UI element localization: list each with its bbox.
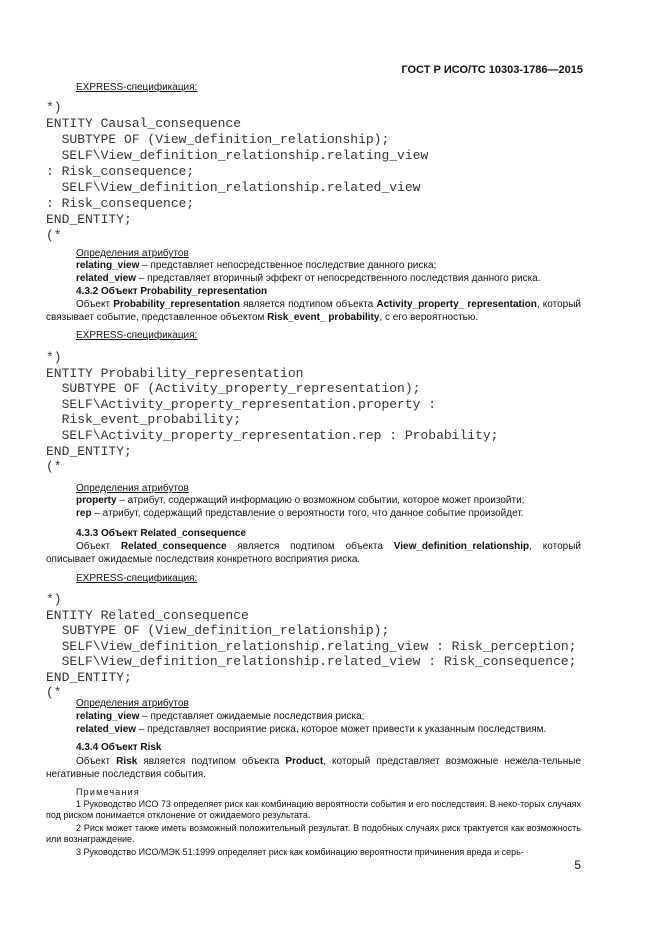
code-line: ENTITY Causal_consequence	[46, 116, 242, 131]
code-line: (*	[46, 685, 62, 700]
para-run: является подтипом объекта	[226, 541, 394, 552]
code-line: *)	[46, 592, 62, 607]
attr-text: – атрибут, содержащий представление о вероятности того, что данное событие произойдет.	[91, 508, 524, 519]
code-line: *)	[46, 350, 62, 365]
code-block-probability-representation	[46, 350, 498, 475]
para-run: Объект	[76, 756, 117, 767]
section-paragraph	[46, 540, 581, 566]
attr-def	[76, 260, 436, 271]
para-run: является подтипом объекта	[239, 299, 377, 310]
section-paragraph	[46, 755, 581, 781]
code-line: SUBTYPE OF (Activity_property_representation);	[46, 381, 421, 397]
code-line: SUBTYPE OF (View_definition_relationship);	[46, 623, 390, 638]
para-run-bold: Related_consequence	[120, 541, 227, 552]
attr-def	[76, 495, 524, 506]
attr-defs-heading: Определения атрибутов	[76, 698, 189, 709]
code-line: (*	[46, 459, 62, 475]
code-line: SELF\Activity_property_representation.property :	[46, 396, 437, 412]
section-paragraph	[46, 298, 581, 324]
attr-text: – представляет восприятие риска, которое может привести к указанным последствиям.	[136, 724, 547, 735]
notes-heading: Примечания	[76, 787, 140, 797]
attr-term: related_view	[76, 273, 137, 284]
code-line: SELF\View_definition_relationship.related_view	[46, 180, 421, 195]
para-run-bold: Activity_property_ representation	[376, 299, 537, 310]
code-line: : Risk_consequence;	[46, 164, 195, 179]
para-run: , который связывает событие, представленное объектом	[46, 299, 581, 323]
note-item: 3 Руководство ИСО/МЭК 51:1999 определяет риск как комбинацию вероятности причинения вреда и серь-	[76, 847, 524, 857]
code-line: (*	[46, 228, 62, 243]
code-line: ENTITY Probability_representation	[46, 365, 304, 381]
attr-defs-heading: Определения атрибутов	[76, 483, 189, 494]
attr-text: – представляет вторичный эффект от непосредственного последствия данного риска.	[136, 273, 541, 284]
code-line: SELF\View_definition_relationship.related_view : Risk_consequence;	[46, 654, 577, 669]
para-run-bold: View_definition_relationship	[393, 541, 530, 552]
attr-term: property	[76, 495, 117, 506]
code-block-causal-consequence	[46, 100, 428, 244]
code-block-related-consequence	[46, 592, 577, 701]
attr-text: – атрибут, содержащий информацию о возможном событии, которое может произойти;	[116, 495, 525, 506]
attr-term: relating_view	[76, 260, 140, 271]
para-run: , который описывает ожидаемые последствия конкретного восприятия риска.	[46, 541, 581, 565]
note-item: 2 Риск может также иметь возможный положительный результат. В подобных случаях риск трактуется как возможность или вознаграждение.	[46, 823, 581, 844]
code-line: END_ENTITY;	[46, 212, 132, 227]
attr-text: – представляет ожидаемые последствия риска;	[139, 711, 365, 722]
para-run-bold: Product	[285, 756, 324, 767]
attr-term: related_view	[76, 724, 137, 735]
attr-def	[76, 508, 524, 519]
attr-def	[76, 273, 541, 284]
express-spec-label: EXPRESS-спецификация:	[76, 330, 198, 341]
code-line: SUBTYPE OF (View_definition_relationship);	[46, 132, 390, 147]
document-header: ГОСТ Р ИСО/ТС 10303-1786—2015	[401, 64, 583, 76]
code-line: SELF\View_definition_relationship.relating_view	[46, 148, 429, 163]
section-heading: 4.3.2 Объект Probability_representation	[76, 286, 268, 297]
code-line: : Risk_consequence;	[46, 196, 195, 211]
code-line: Risk_event_probability;	[46, 412, 242, 428]
page-number: 5	[574, 858, 581, 872]
para-run-bold: Risk_event_ probability	[267, 312, 380, 323]
code-line: END_ENTITY;	[46, 443, 132, 459]
attr-def	[76, 724, 546, 735]
express-spec-label: EXPRESS-спецификация:	[76, 573, 198, 584]
code-line: ENTITY Related_consequence	[46, 607, 249, 623]
para-run: является подтипом объекта	[137, 756, 286, 767]
para-run: Объект	[76, 541, 121, 552]
para-run-bold: Probability_representation	[113, 299, 240, 310]
para-run: Объект	[76, 299, 114, 310]
section-heading: 4.3.3 Объект Related_consequence	[76, 528, 246, 539]
attr-defs-heading: Определения атрибутов	[76, 248, 189, 259]
note-item: 1 Руководство ИСО 73 определяет риск как комбинацию вероятности события и его последствия. В неко-торых случаях под риском понимается отклонение от ожидаемого результата.	[46, 799, 581, 820]
attr-text: – представляет непосредственное последствие данного риска;	[139, 260, 437, 271]
attr-term: rep	[76, 508, 92, 519]
code-line: END_ENTITY;	[46, 669, 132, 685]
para-run: , который представляет возможные нежела-тельные негативные последствия события.	[46, 756, 581, 780]
attr-term: relating_view	[76, 711, 140, 722]
para-run-bold: Risk	[116, 756, 138, 767]
para-run: , с его вероятностью.	[379, 312, 479, 323]
code-line: SELF\View_definition_relationship.relating_view : Risk_perception;	[46, 638, 577, 654]
code-line: *)	[46, 100, 62, 115]
code-line: SELF\Activity_property_representation.rep : Probability;	[46, 427, 499, 443]
section-heading: 4.3.4 Объект Risk	[76, 742, 162, 753]
attr-def	[76, 711, 364, 722]
express-spec-label: EXPRESS-спецификация:	[76, 82, 198, 93]
